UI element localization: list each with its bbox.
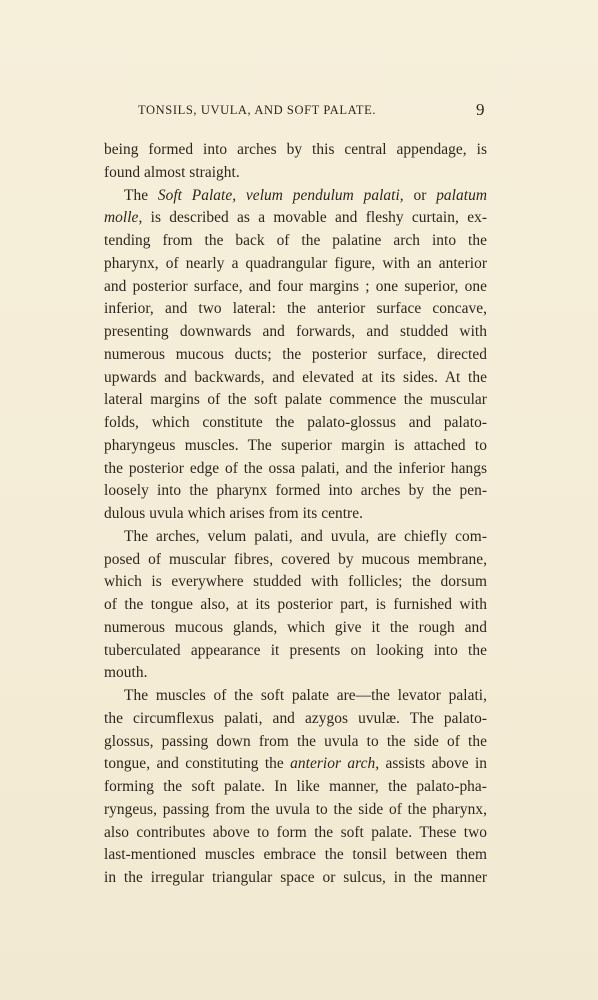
text-line: the posterior edge of the ossa palati, and the inferior hangs	[104, 459, 487, 477]
italic-term: palatum	[436, 186, 487, 204]
text-line: which is everywhere studded with follicles; the dorsum	[104, 573, 487, 591]
text-line: lateral margins of the soft palate commence the muscular	[104, 391, 487, 409]
text-line: forming the soft palate. In like manner, the palato-pha-	[104, 778, 487, 795]
text-line: mouth.	[104, 664, 148, 682]
text-line: loosely into the pharynx formed into arches by the pen-	[104, 482, 487, 500]
italic-term: anterior arch,	[290, 755, 380, 773]
italic-term: molle,	[104, 209, 143, 227]
page-number: 9	[476, 100, 485, 119]
text-line: and posterior surface, and four margins ; one superior, one	[104, 277, 487, 295]
text-line: in the irregular triangular space or sulcus, in the manner	[104, 869, 487, 886]
text-line: the circumflexus palati, and azygos uvulæ. The palato-	[104, 709, 487, 727]
text-line: inferior, and two lateral: the anterior surface concave,	[104, 300, 487, 318]
text-line: ryngeus, passing from the uvula to the side of the pharynx,	[104, 800, 487, 818]
text-run: is described as a movable and fleshy curtain, ex-	[142, 209, 487, 227]
text-line: tending from the back of the palatine arch into the	[104, 232, 487, 249]
page-header	[0, 100, 598, 123]
text-line: numerous mucous glands, which give it the rough and	[104, 618, 487, 636]
text-line: posed of muscular fibres, covered by mucous membrane,	[104, 550, 487, 568]
text-line: glossus, passing down from the uvula to the side of the	[104, 732, 487, 750]
text-line: The arches, velum palati, and uvula, are chiefly com-	[124, 527, 487, 545]
text-line: upwards and backwards, and elevated at its sides. At the	[104, 368, 487, 386]
text-line: The muscles of the soft palate are—the levator palati,	[124, 687, 487, 704]
text-line: tuberculated appearance it presents on looking into the	[104, 641, 487, 659]
text-line: presenting downwards and forwards, and studded with	[104, 323, 487, 340]
text-line: pharynx, of nearly a quadrangular figure, with an anterior	[104, 254, 487, 272]
text-line: pharyngeus muscles. The superior margin is attached to	[104, 436, 487, 454]
text-line: found almost straight.	[104, 163, 240, 181]
text-run: The	[124, 186, 158, 204]
text-line	[104, 753, 487, 776]
italic-term: Soft Palate, velum pendulum palati,	[157, 186, 404, 204]
text-line: being formed into arches by this central appendage, is	[104, 141, 487, 158]
text-line: folds, which constitute the palato-glossus and palato-	[104, 414, 487, 431]
text-line	[104, 185, 487, 208]
text-line: also contributes above to form the soft palate. These two	[104, 823, 487, 841]
running-head: TONSILS, UVULA, AND SOFT PALATE.	[138, 103, 377, 117]
body-text	[104, 139, 487, 890]
text-line: of the tongue also, at its posterior part, is furnished with	[104, 596, 487, 613]
text-run: or	[403, 186, 437, 204]
text-run: assists above in	[379, 755, 488, 773]
text-line: dulous uvula which arises from its centre.	[104, 505, 363, 522]
text-run: tongue, and constituting the	[104, 755, 291, 773]
text-line: numerous mucous ducts; the posterior surface, directed	[104, 345, 487, 363]
text-line	[104, 207, 487, 230]
text-line: last-mentioned muscles embrace the tonsil between them	[104, 846, 487, 864]
